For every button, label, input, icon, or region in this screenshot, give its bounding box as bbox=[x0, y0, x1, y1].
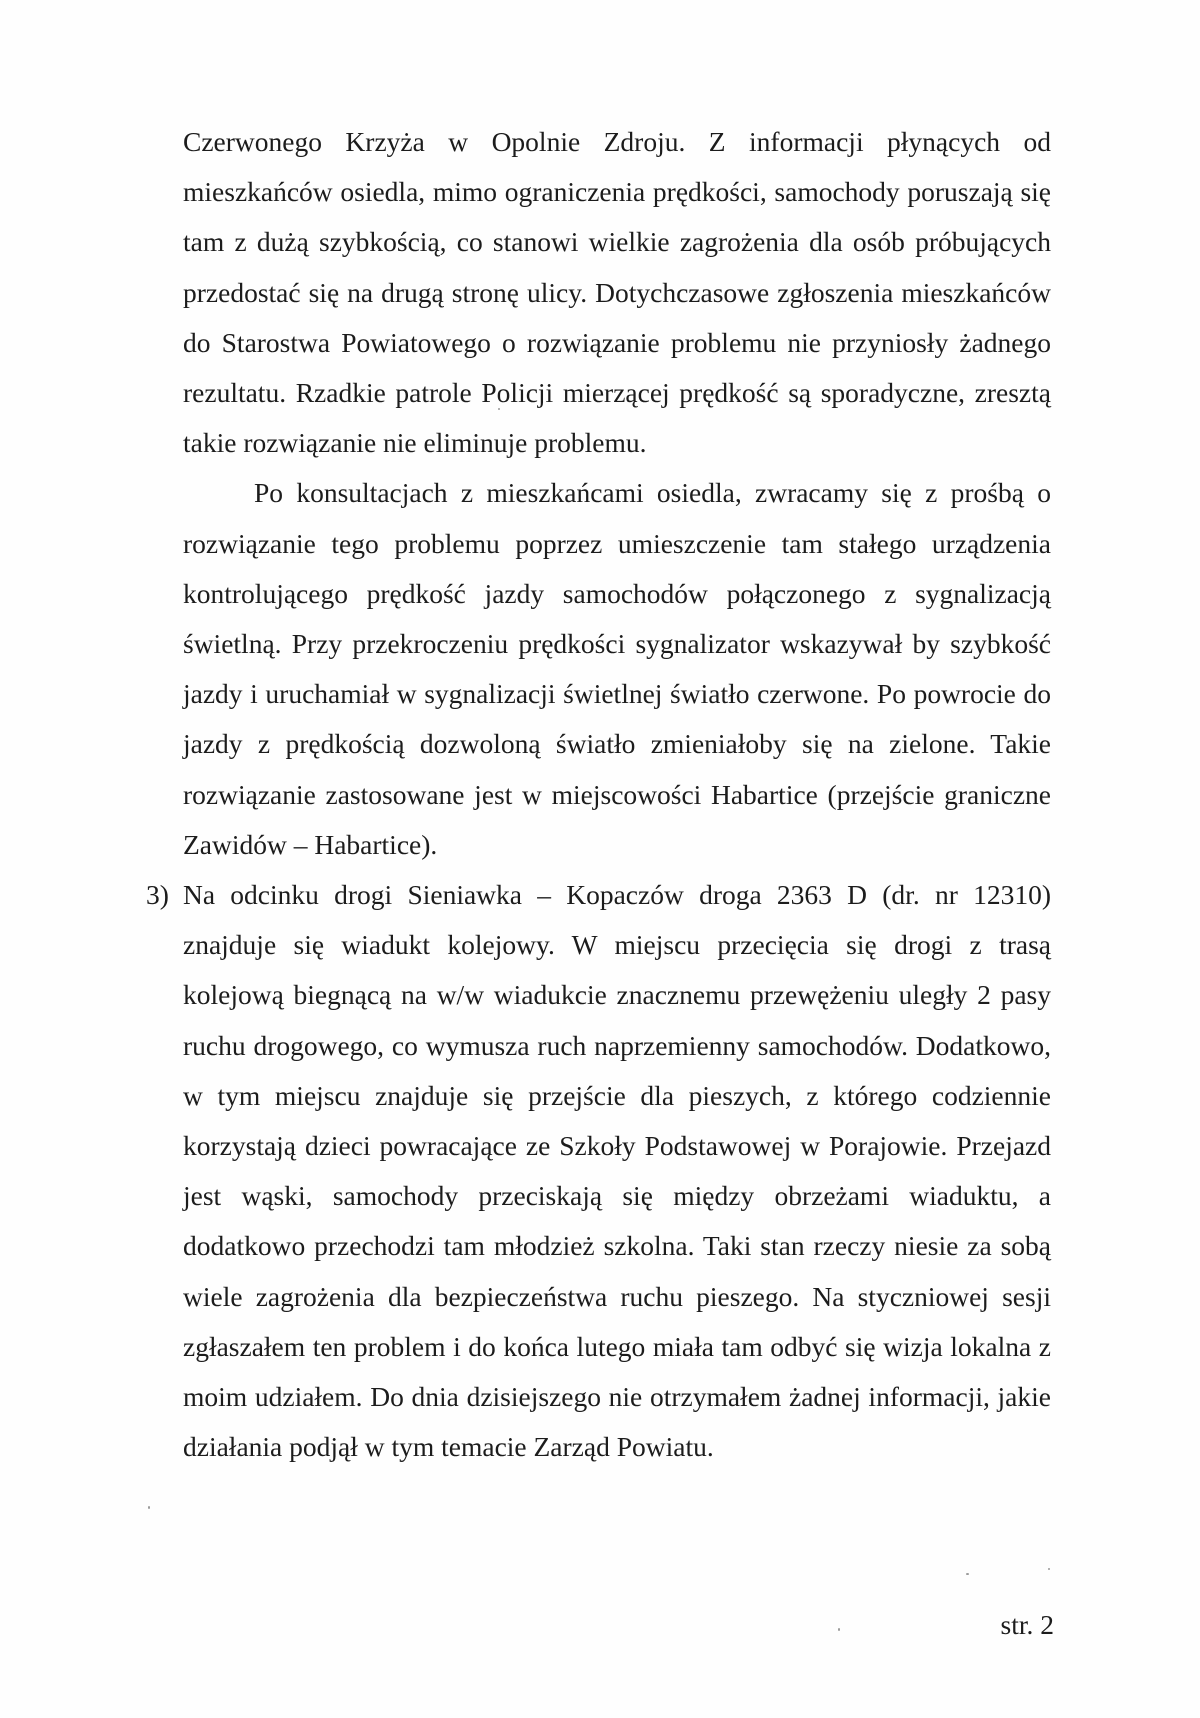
paragraph-2: Po konsultacjach z mieszkańcami osiedla, zwracamy się z prośbą o rozwiązanie tego problemu poprzez umieszczenie tam stałego urządzenia kontrolującego prędkość jazdy samochodów połączonego z sygnalizacją świetlną. Przy przekroczeniu prędkości sygnalizator wskazywał by szybkość jazdy i uruchamiał w sygnalizacji świetlnej światło czerwone. Po powrocie do jazdy z prędkością dozwoloną światło zmieniałoby się na zielone. Takie rozwiązanie zastosowane jest w miejscowości Habartice (przejście graniczne Zawidów – Habartice). bbox=[183, 477, 1051, 860]
document-body bbox=[146, 117, 1051, 1472]
list-item-text: Na odcinku drogi Sieniawka – Kopaczów droga 2363 D (dr. nr 12310) znajduje się wiadukt kolejowy. W miejscu przecięcia się drogi z trasą kolejową biegnącą na w/w wiadukcie znacznemu przewężeniu uległy 2 pasy ruchu drogowego, co wymusza ruch naprzemienny samochodów. Dodatkowo, w tym miejscu znajduje się przejście dla pieszych, z którego codziennie korzystają dzieci powracające ze Szkoły Podstawowej w Porajowie. Przejazd jest wąski, samochody przeciskają się między obrzeżami wiaduktu, a dodatkowo przechodzi tam młodzież szkolna. Taki stan rzeczy niesie za sobą wiele zagrożenia dla bezpieczeństwa ruchu pieszego. Na styczniowej sesji zgłaszałem ten problem i do końca lutego miała tam odbyć się wizja lokalna z moim udziałem. Do dnia dzisiejszego nie otrzymałem żadnej informacji, jakie działania podjął w tym temacie Zarząd Powiatu. bbox=[183, 879, 1051, 1463]
paragraph-1: Czerwonego Krzyża w Opolnie Zdroju. Z informacji płynących od mieszkańców osiedla, mimo ograniczenia prędkości, samochody poruszają się tam z dużą szybkością, co stanowi wielkie zagrożenia dla osób próbujących przedostać się na drugą stronę ulicy. Dotychczasowe zgłoszenia mieszkańców do Starostwa Powiatowego o rozwiązanie problemu nie przyniosły żadnego rezultatu. Rzadkie patrole Policji mierzącej prędkość są sporadyczne, zresztą takie rozwiązanie nie eliminuje problemu. bbox=[183, 126, 1051, 459]
scan-speck bbox=[148, 1506, 150, 1509]
scan-speck bbox=[966, 1573, 969, 1575]
scan-speck bbox=[1048, 1568, 1050, 1570]
page-number: str. 2 bbox=[1000, 1609, 1054, 1640]
list-item-number: 3) bbox=[146, 879, 169, 911]
list-item-3 bbox=[146, 870, 1051, 1472]
scan-speck bbox=[498, 408, 500, 410]
scan-speck bbox=[838, 1628, 840, 1631]
